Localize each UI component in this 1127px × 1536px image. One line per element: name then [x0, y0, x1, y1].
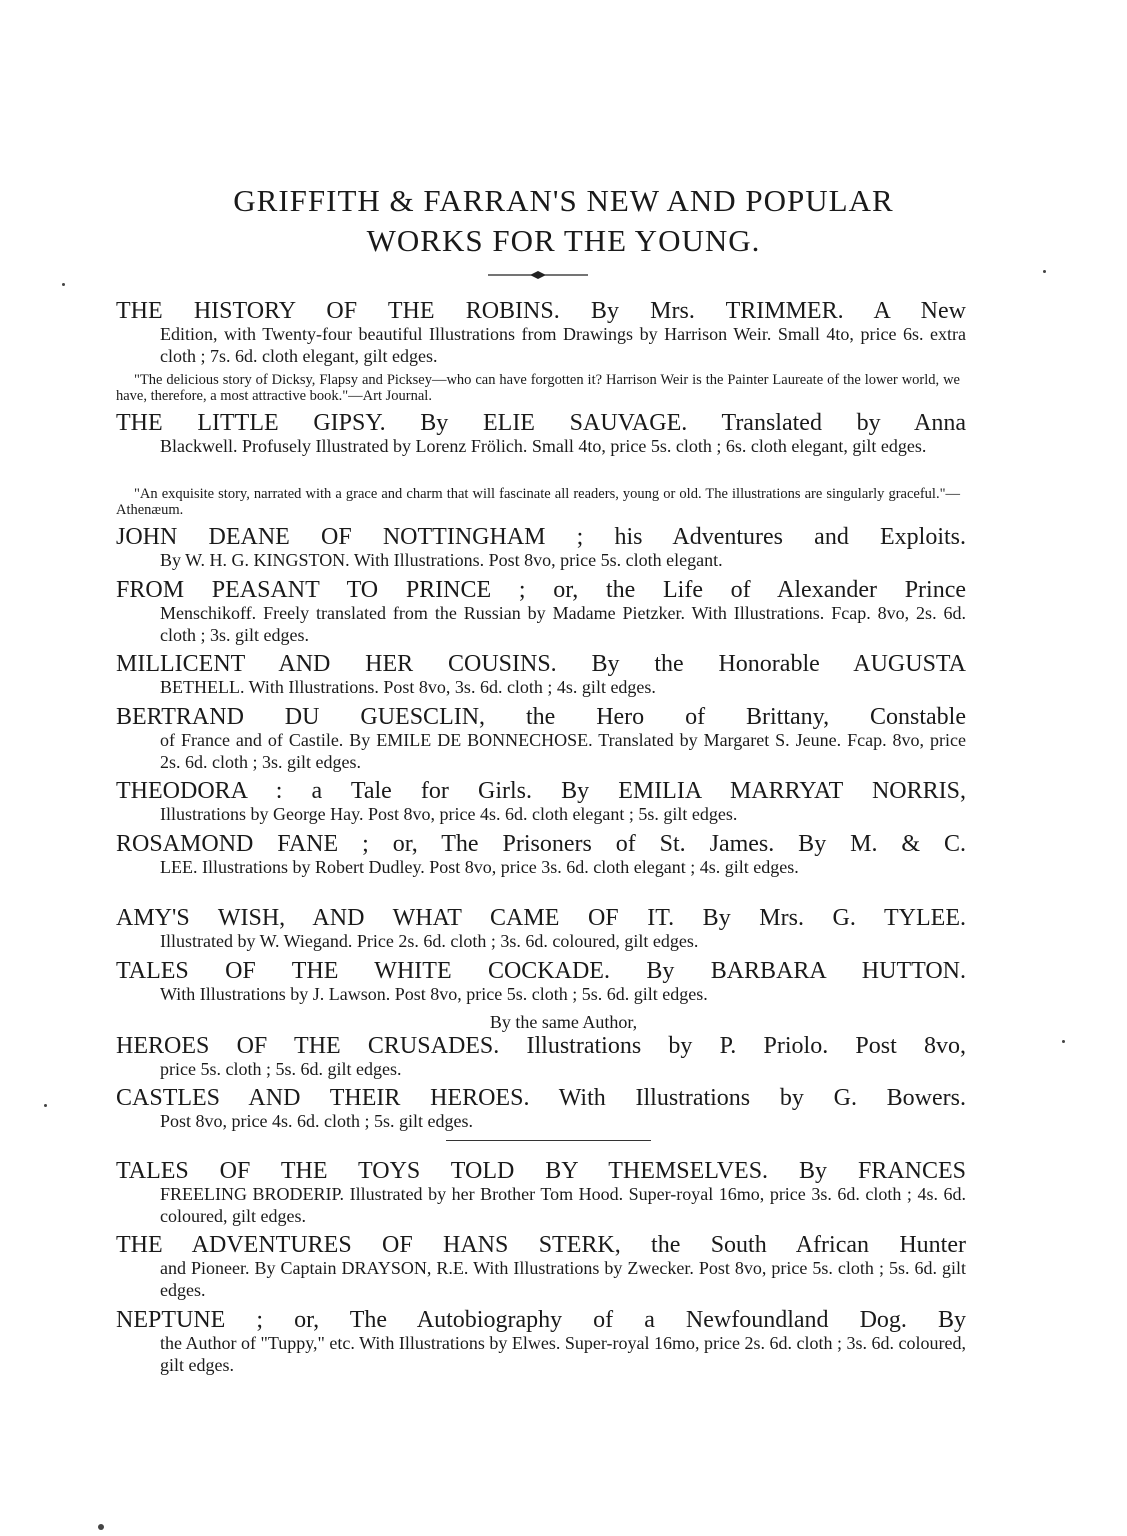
catalogue-entry	[116, 410, 966, 458]
page-title-line-2: WORKS FOR THE YOUNG.	[366, 223, 761, 258]
entry-details: price 5s. cloth ; 5s. 6d. gilt edges.	[160, 1059, 402, 1079]
entry-heading: THEODORA : a Tale for Girls. By EMILIA MARRYAT NORRIS,	[116, 778, 966, 804]
paper-speck	[1062, 1040, 1065, 1043]
catalogue-entry	[116, 905, 966, 953]
entry-details: Illustrations by George Hay. Post 8vo, price 4s. 6d. cloth elegant ; 5s. gilt edges.	[160, 804, 738, 824]
catalogue-entry	[116, 577, 966, 646]
entry-heading: TALES OF THE WHITE COCKADE. By BARBARA HUTTON.	[116, 958, 966, 984]
paper-speck	[44, 1104, 47, 1107]
catalogue-entry	[116, 524, 966, 572]
entry-heading: AMY'S WISH, AND WHAT CAME OF IT. By Mrs. G. TYLEE.	[116, 905, 966, 931]
catalogue-entry	[116, 831, 966, 879]
entry-details: By W. H. G. KINGSTON. With Illustrations. Post 8vo, price 5s. cloth elegant.	[160, 550, 723, 570]
entry-heading: ROSAMOND FANE ; or, The Prisoners of St. James. By M. & C.	[116, 831, 966, 857]
paper-speck	[1043, 270, 1046, 273]
catalogue-entry	[116, 1033, 966, 1081]
catalogue-entry	[116, 1307, 966, 1376]
catalogue-entry	[116, 704, 966, 773]
entry-details: Menschikoff. Freely translated from the Russian by Madame Pietzker. With Illustrations. Fcap. 8vo, 2s. 6d. cloth ; 3s. gilt edges.	[160, 603, 966, 645]
entry-heading: CASTLES AND THEIR HEROES. With Illustrations by G. Bowers.	[116, 1085, 966, 1111]
entry-details: Post 8vo, price 4s. 6d. cloth ; 5s. gilt edges.	[160, 1111, 473, 1131]
ornament-rule-icon	[488, 268, 588, 282]
entry-details: Illustrated by W. Wiegand. Price 2s. 6d. cloth ; 3s. 6d. coloured, gilt edges.	[160, 931, 699, 951]
entry-heading: THE ADVENTURES OF HANS STERK, the South African Hunter	[116, 1232, 966, 1258]
entry-details: Edition, with Twenty-four beautiful Illustrations from Drawings by Harrison Weir. Small 4to, price 6s. extra cloth ; 7s. 6d. cloth elegant, gilt edges.	[160, 324, 966, 366]
catalogue-entry	[116, 958, 966, 1006]
paper-speck	[98, 1524, 104, 1530]
entry-heading: MILLICENT AND HER COUSINS. By the Honorable AUGUSTA	[116, 651, 966, 677]
section-divider	[446, 1140, 651, 1141]
entry-details: Blackwell. Profusely Illustrated by Lorenz Frölich. Small 4to, price 5s. cloth ; 6s. cloth elegant, gilt edges.	[160, 436, 927, 456]
entry-details: and Pioneer. By Captain DRAYSON, R.E. With Illustrations by Zwecker. Post 8vo, price 5s. cloth ; 5s. 6d. gilt edges.	[160, 1258, 966, 1300]
entry-details: With Illustrations by J. Lawson. Post 8vo, price 5s. cloth ; 5s. 6d. gilt edges.	[160, 984, 708, 1004]
review-quote: "An exquisite story, narrated with a grace and charm that will fascinate all readers, young or old. The illustrations are singularly graceful."—Athenæum.	[116, 486, 960, 518]
catalogue-entry	[116, 1158, 966, 1227]
entry-details: of France and of Castile. By EMILE DE BONNECHOSE. Translated by Margaret S. Jeune. Fcap. 8vo, price 2s. 6d. cloth ; 3s. gilt edges.	[160, 730, 966, 772]
paper-speck	[62, 283, 65, 286]
entry-heading: TALES OF THE TOYS TOLD BY THEMSELVES. By FRANCES	[116, 1158, 966, 1184]
catalogue-entry	[116, 651, 966, 699]
catalogue-entry	[116, 778, 966, 826]
entry-details: BETHELL. With Illustrations. Post 8vo, 3s. 6d. cloth ; 4s. gilt edges.	[160, 677, 656, 697]
same-author-note: By the same Author,	[489, 1012, 638, 1032]
entry-heading: HEROES OF THE CRUSADES. Illustrations by P. Priolo. Post 8vo,	[116, 1033, 966, 1059]
entry-details: FREELING BRODERIP. Illustrated by her Brother Tom Hood. Super-royal 16mo, price 3s. 6d. cloth ; 4s. 6d. coloured, gilt edges.	[160, 1184, 966, 1226]
catalogue-entry	[116, 298, 966, 367]
entry-heading: THE LITTLE GIPSY. By ELIE SAUVAGE. Translated by Anna	[116, 410, 966, 436]
entry-details: the Author of "Tuppy," etc. With Illustrations by Elwes. Super-royal 16mo, price 2s. 6d. cloth ; 3s. 6d. coloured, gilt edges.	[160, 1333, 966, 1375]
entry-heading: NEPTUNE ; or, The Autobiography of a Newfoundland Dog. By	[116, 1307, 966, 1333]
review-quote: "The delicious story of Dicksy, Flapsy and Picksey—who can have forgotten it? Harrison Weir is the Painter Laureate of the lower world, we have, therefore, a most attractive book."—Art Journal.	[116, 372, 960, 404]
entry-heading: BERTRAND DU GUESCLIN, the Hero of Brittany, Constable	[116, 704, 966, 730]
catalogue-entry	[116, 1232, 966, 1301]
entry-heading: THE HISTORY OF THE ROBINS. By Mrs. TRIMMER. A New	[116, 298, 966, 324]
entry-heading: FROM PEASANT TO PRINCE ; or, the Life of Alexander Prince	[116, 577, 966, 603]
page-title-line-1: GRIFFITH & FARRAN'S NEW AND POPULAR	[233, 183, 894, 218]
entry-heading: JOHN DEANE OF NOTTINGHAM ; his Adventures and Exploits.	[116, 524, 966, 550]
entry-details: LEE. Illustrations by Robert Dudley. Post 8vo, price 3s. 6d. cloth elegant ; 4s. gilt edges.	[160, 857, 799, 877]
catalogue-entry	[116, 1085, 966, 1133]
